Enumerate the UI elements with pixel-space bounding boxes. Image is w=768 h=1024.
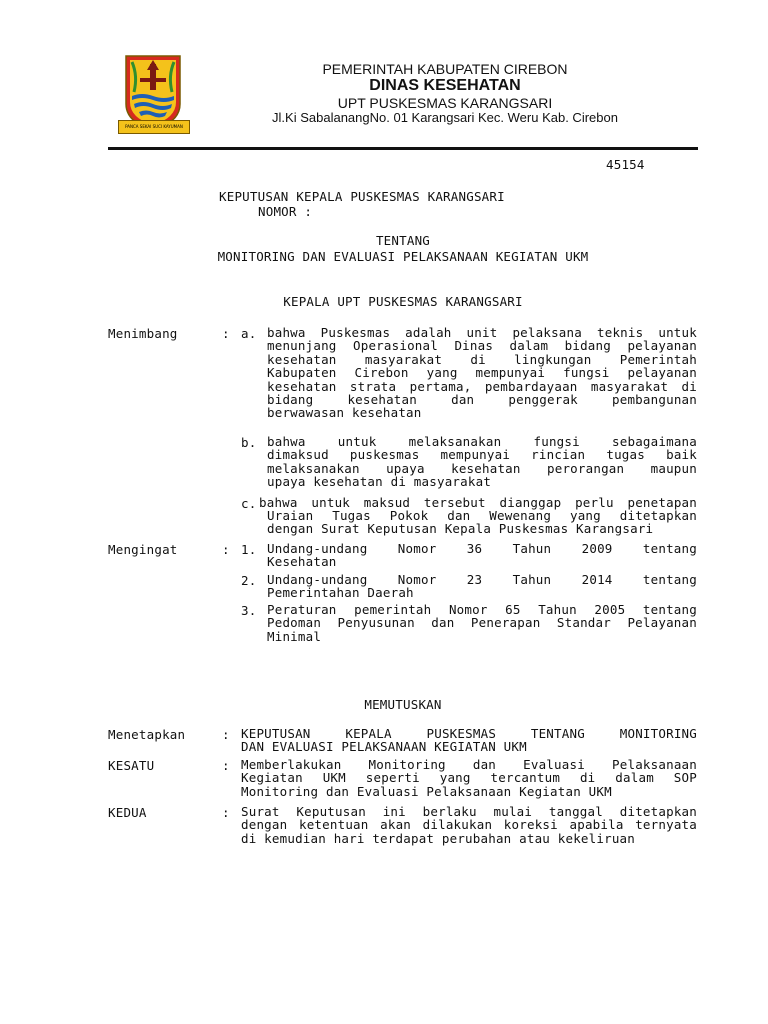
text-line: Kabupaten Cirebon yang mempunyai fungsi pelayanan <box>267 365 697 381</box>
mengingat-item-3 <box>267 603 697 643</box>
text-line: melaksanakan upaya kesehatan perorangan maupun <box>267 460 697 476</box>
text-line: Surat Keputusan ini berlaku mulai tanggal ditetapkan <box>241 804 697 819</box>
mengingat-label: Mengingat <box>108 542 178 557</box>
kop-agency-name: DINAS KESEHATAN <box>369 77 521 94</box>
text-line: kesehatan strata pertama, pembardayaan masyarakat di <box>267 378 697 394</box>
menimbang-item-b <box>267 435 697 489</box>
tentang-heading: TENTANG <box>375 233 431 248</box>
decree-subject: MONITORING DAN EVALUASI PELAKSANAAN KEGIATAN UKM <box>217 249 589 264</box>
text-line: Pedoman Penyusunan dan Penerapan Standar Pelayanan <box>267 615 697 631</box>
text-line: dengan Surat Keputusan Kepala Puskesmas Karangsari <box>267 521 654 537</box>
menetapkan-colon: : <box>222 727 230 742</box>
text-line: DAN EVALUASI PELAKSANAAN KEGIATAN UKM <box>241 739 527 755</box>
text-line: upaya kesehatan di masyarakat <box>267 474 492 490</box>
menimbang-label: Menimbang <box>108 326 178 341</box>
kop-address: Jl.Ki SabalanangNo. 01 Karangsari Kec. Weru Kab. Cirebon <box>272 110 618 125</box>
mengingat-item-2 <box>267 573 697 600</box>
kop-unit-name: UPT PUSKESMAS KARANGSARI <box>337 95 553 111</box>
menetapkan-label: Menetapkan <box>108 727 186 742</box>
text-line: Kesehatan <box>267 554 337 570</box>
item-marker: 3. <box>241 603 257 618</box>
mengingat-colon: : <box>222 542 230 557</box>
text-line: Pemerintahan Daerah <box>267 585 414 601</box>
mengingat-item-1 <box>267 542 697 569</box>
text-line: Undang-undang Nomor 23 Tahun 2014 tentang <box>267 572 697 587</box>
text-line: bahwa untuk melaksanakan fungsi sebagaimana <box>267 434 697 449</box>
text-line: dengan ketentuan akan dilakukan koreksi apabila ternyata <box>241 817 697 833</box>
menimbang-item-a <box>267 326 697 420</box>
text-line: Peraturan pemerintah Nomor 65 Tahun 2005 tentang <box>267 602 697 617</box>
item-marker: b. <box>241 435 257 450</box>
memutuskan-heading: MEMUTUSKAN <box>364 697 442 712</box>
text-line: bahwa Puskesmas adalah unit pelaksana teknis untuk <box>267 325 697 340</box>
text-line: dimaksud puskesmas mempunyai rincian tugas baik <box>267 447 697 463</box>
item-marker: c. <box>241 496 257 511</box>
postal-code: 45154 <box>606 157 645 172</box>
kop-divider <box>108 147 698 150</box>
cirebon-regency-emblem <box>120 52 186 136</box>
text-line: di kemudian hari terdapat perubahan atau kekeliruan <box>241 830 636 846</box>
text-line: bidang kesehatan dan penggerak pembangunan <box>267 392 697 408</box>
official-title: KEPALA UPT PUSKESMAS KARANGSARI <box>283 294 523 309</box>
kedua-colon: : <box>222 805 230 820</box>
text-line: Undang-undang Nomor 36 Tahun 2009 tentang <box>267 541 697 556</box>
text-line: Monitoring dan Evaluasi Pelaksanaan Kegiatan UKM <box>241 783 612 799</box>
text-line: bahwa untuk maksud tersebut dianggap perlu penetapan <box>259 495 697 510</box>
menetapkan-text <box>241 727 697 754</box>
kesatu-label: KESATU <box>108 758 155 773</box>
kop-government-line: PEMERINTAH KABUPATEN CIREBON <box>322 61 568 77</box>
text-line: KEPUTUSAN KEPALA PUSKESMAS TENTANG MONITORING <box>241 726 697 741</box>
text-line: kesehatan masyarakat di lingkungan Pemerintah <box>267 351 697 367</box>
text-line: Minimal <box>267 628 322 644</box>
menimbang-colon: : <box>222 326 230 341</box>
kesatu-text <box>241 758 697 798</box>
text-line: Kegiatan UKM seperti yang tercantum di dalam SOP <box>241 770 697 786</box>
item-marker: 2. <box>241 573 257 588</box>
kesatu-colon: : <box>222 758 230 773</box>
text-line: berwawasan kesehatan <box>267 405 422 421</box>
decree-number: NOMOR : <box>258 204 313 219</box>
kedua-text <box>241 805 697 845</box>
item-marker: a. <box>241 326 257 341</box>
text-line: Memberlakukan Monitoring dan Evaluasi Pelaksanaan <box>241 757 697 772</box>
decree-title: KEPUTUSAN KEPALA PUSKESMAS KARANGSARI <box>219 189 505 204</box>
menimbang-item-c-continued <box>267 509 697 536</box>
emblem-motto-ribbon: PANCA SEKAI SUCI KAYUMAN <box>118 120 190 134</box>
kedua-label: KEDUA <box>108 805 147 820</box>
text-line: menunjang Operasional Dinas dalam bidang pelayanan <box>267 338 697 354</box>
text-line: Uraian Tugas Pokok dan Wewenang yang ditetapkan <box>267 508 697 523</box>
item-marker: 1. <box>241 542 257 557</box>
